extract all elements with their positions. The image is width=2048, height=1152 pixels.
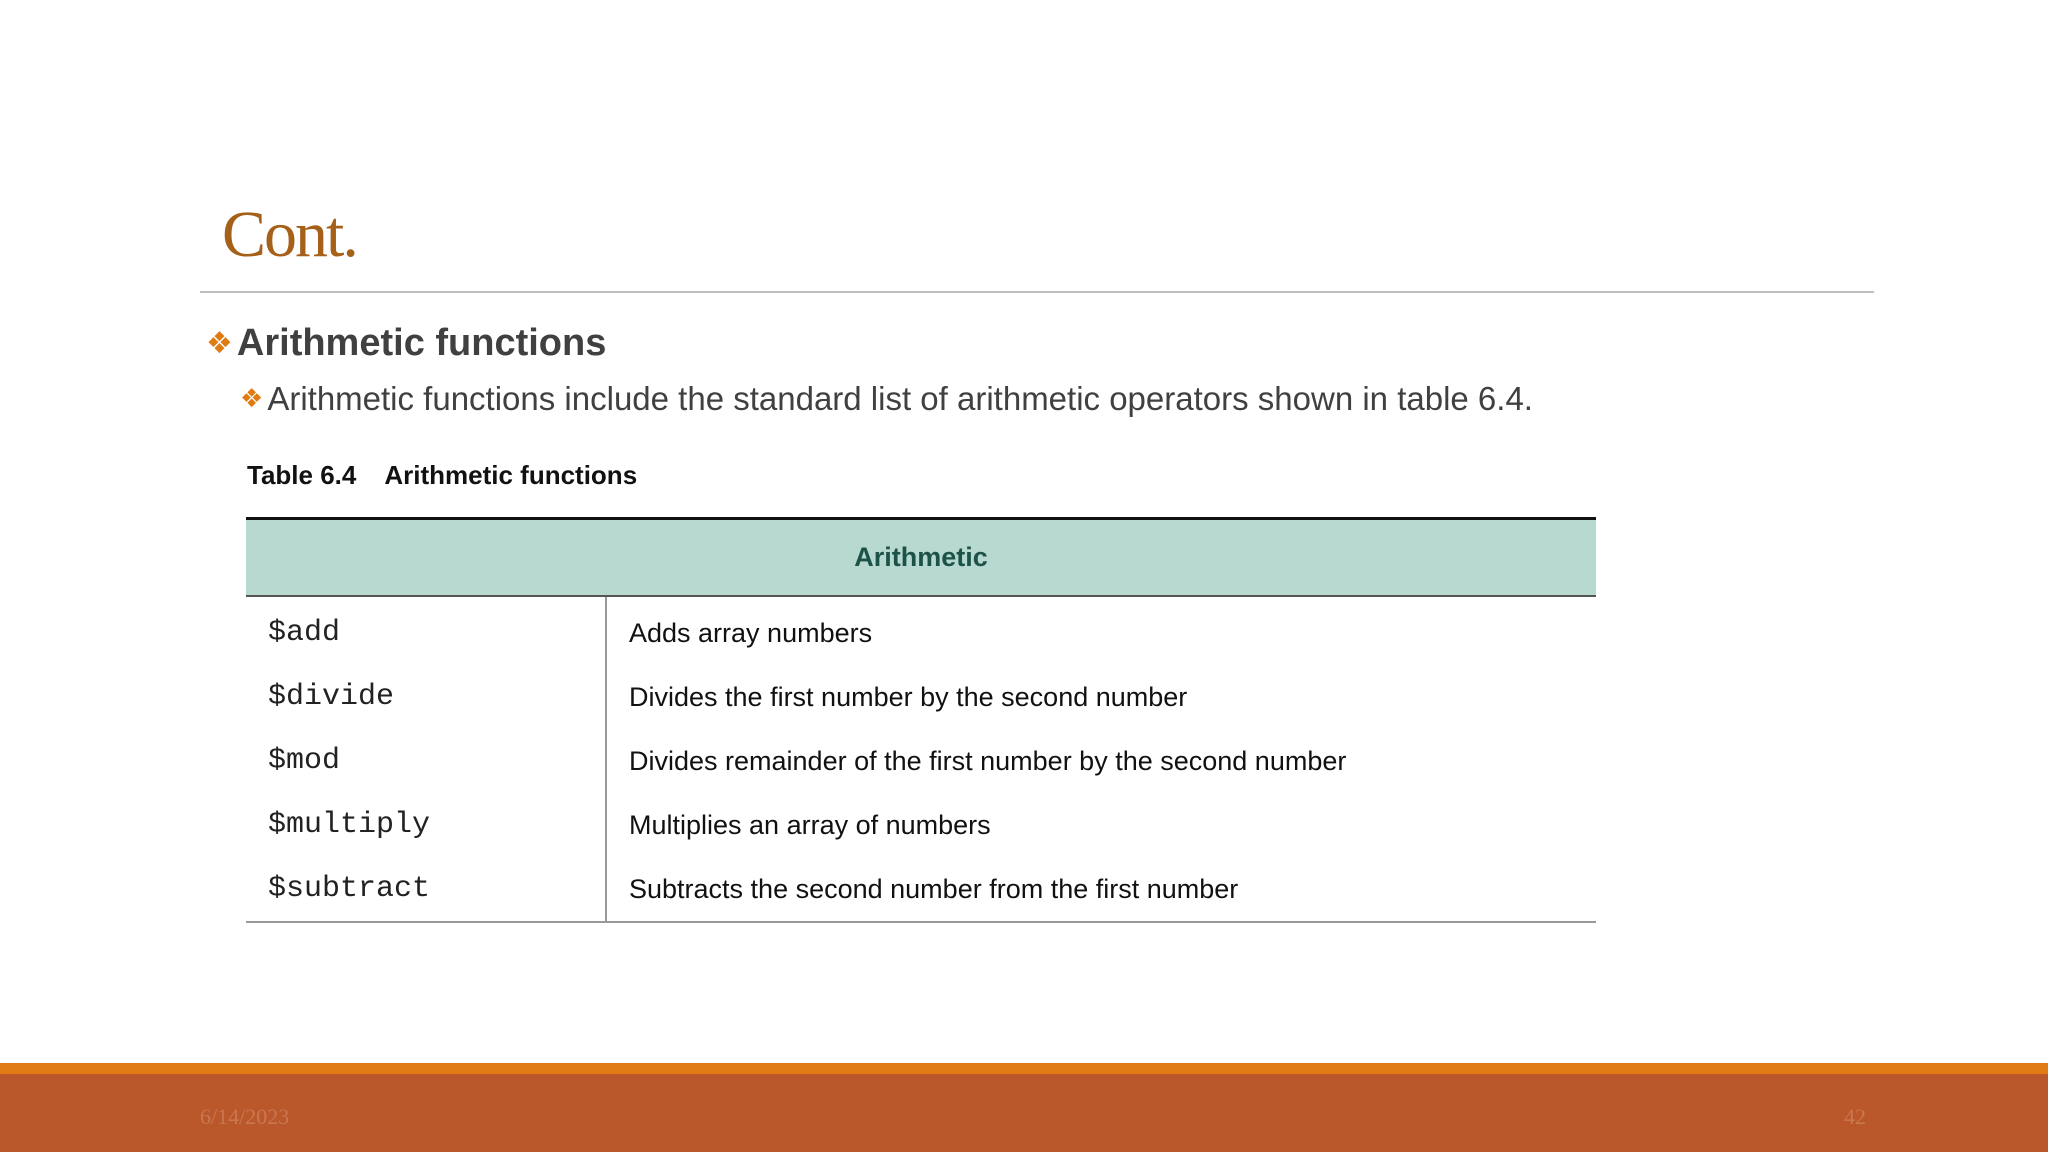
slide-number: 42 xyxy=(1844,1104,1866,1129)
bullet-arithmetic-functions xyxy=(206,318,606,368)
arithmetic-functions-table xyxy=(246,517,1596,923)
function-name: $multiply xyxy=(246,793,606,857)
table-row xyxy=(246,665,1596,729)
function-description: Adds array numbers xyxy=(629,617,873,648)
function-description: Subtracts the second number from the first number xyxy=(606,857,1596,922)
function-description: Multiplies an array of numbers xyxy=(629,809,991,840)
function-name: $divide xyxy=(246,665,606,729)
function-description: Divides the first number by the second number xyxy=(629,681,1188,712)
bullet-text: Arithmetic functions include the standard list of arithmetic operators shown in table 6.4. xyxy=(267,380,1533,417)
sub-bullet-description xyxy=(240,376,1533,422)
footer-band xyxy=(0,1074,2048,1152)
footer-accent-stripe xyxy=(0,1063,2048,1074)
diamond-bullet-icon: ❖ xyxy=(206,325,233,361)
table-row xyxy=(246,596,1596,665)
table-header: Arithmetic xyxy=(246,519,1596,597)
table-row xyxy=(246,793,1596,857)
table-caption-title: Arithmetic functions xyxy=(384,460,638,490)
table-row xyxy=(246,857,1596,922)
table-caption xyxy=(247,460,637,491)
function-description: Divides remainder of the first number by the second number xyxy=(629,745,1347,776)
function-name: $mod xyxy=(246,729,606,793)
slide-title: Cont. xyxy=(222,198,357,271)
function-name: $add xyxy=(246,596,606,665)
title-divider xyxy=(200,291,1874,293)
footer-date: 6/14/2023 xyxy=(200,1104,290,1129)
table-header-row xyxy=(246,519,1596,597)
bullet-text: Arithmetic functions xyxy=(236,321,607,364)
diamond-bullet-icon: ❖ xyxy=(240,384,264,414)
function-name: $subtract xyxy=(246,857,606,922)
table-caption-number: Table 6.4 xyxy=(247,460,357,490)
table-row xyxy=(246,729,1596,793)
